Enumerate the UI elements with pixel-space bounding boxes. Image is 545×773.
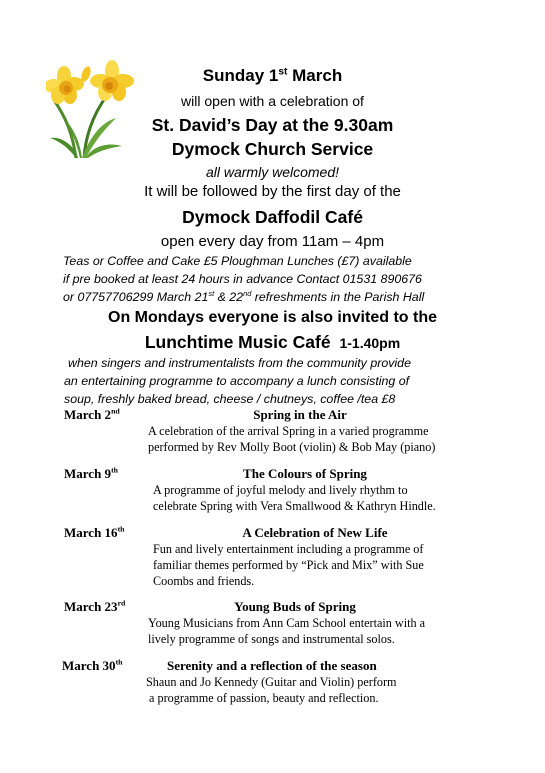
- event-date-heading: Sunday 1st March: [202, 66, 343, 85]
- event-description: Shaun and Jo Kennedy (Guitar and Violin) perform: [146, 675, 397, 689]
- event-date: March 9th: [64, 465, 118, 481]
- event-date: March 2nd: [64, 406, 120, 422]
- event-date: March 16th: [64, 524, 125, 540]
- event-title: The Colours of Spring: [243, 466, 367, 481]
- event-title: A Celebration of New Life: [242, 525, 388, 540]
- event-title: Young Buds of Spring: [234, 599, 356, 614]
- welcome-line: all warmly welcomed!: [205, 164, 340, 180]
- event-description: Coombs and friends.: [153, 574, 255, 588]
- cafe-pricing-line: Teas or Coffee and Cake £5 Ploughman Lunches (£7) available: [63, 254, 412, 268]
- event-description: a programme of passion, beauty and reflection.: [146, 691, 379, 705]
- event-description: lively programme of songs and instrumental solos.: [148, 632, 395, 646]
- event-title: Serenity and a reflection of the season: [167, 658, 377, 673]
- cafe-booking-line: if pre booked at least 24 hours in advance Contact 01531 890676: [63, 272, 422, 286]
- daffodil-cafe-heading: Dymock Daffodil Café: [182, 207, 363, 227]
- event-date: March 30th: [62, 657, 123, 673]
- opening-hours: open every day from 11am – 4pm: [160, 233, 385, 250]
- event-description: A celebration of the arrival Spring in a varied programme: [148, 424, 429, 438]
- event-description: celebrate Spring with Vera Smallwood & Kathryn Hindle.: [153, 499, 436, 513]
- intro-line: will open with a celebration of: [181, 93, 364, 109]
- cafe-contact-line: or 07757706299 March 21st & 22nd refreshments in the Parish Hall: [63, 288, 425, 304]
- event-date: March 23rd: [64, 598, 126, 614]
- mondays-description: an entertaining programme to accompany a lunch consisting of: [64, 374, 410, 388]
- event-description: Fun and lively entertainment including a programme of: [153, 542, 424, 556]
- event-description: A programme of joyful melody and lively rhythm to: [153, 483, 408, 497]
- lunchtime-cafe-heading: Lunchtime Music Café 1-1.40pm: [144, 332, 401, 352]
- event-description: Young Musicians from Ann Cam School entertain with a: [148, 616, 426, 630]
- event-description: familiar themes performed by “Pick and Mix” with Sue: [153, 558, 424, 572]
- mondays-description: when singers and instrumentalists from the community provide: [68, 356, 411, 370]
- st-davids-heading: St. David’s Day at the 9.30am: [151, 115, 394, 135]
- church-service-heading: Dymock Church Service: [171, 139, 374, 159]
- event-title: Spring in the Air: [253, 407, 347, 422]
- event-description: performed by Rev Molly Boot (violin) & Bob May (piano): [148, 440, 436, 454]
- followed-by-line: It will be followed by the first day of the: [144, 183, 401, 200]
- mondays-heading: On Mondays everyone is also invited to the: [108, 309, 437, 326]
- mondays-description: soup, freshly baked bread, cheese / chutneys, coffee /tea £8: [64, 392, 396, 406]
